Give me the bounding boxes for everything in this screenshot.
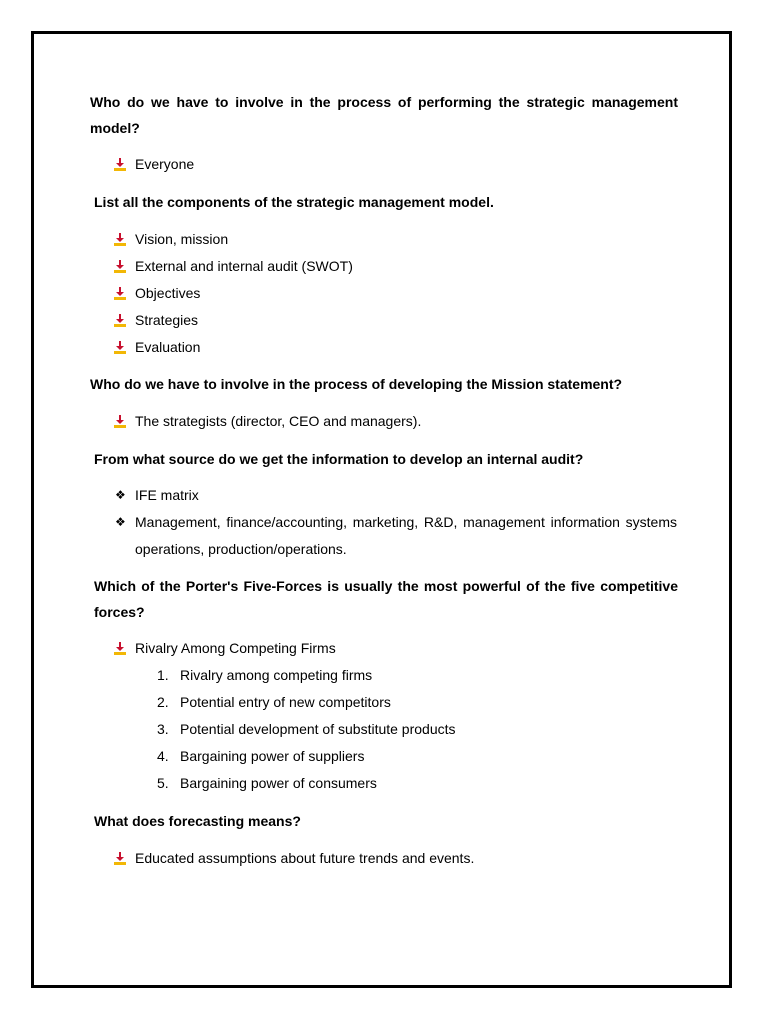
- diamond-bullet-icon: ❖: [115, 515, 126, 529]
- answer-text: Management, finance/accounting, marketing, R&D, management information systems operations, production/operations.: [135, 514, 677, 557]
- down-arrow-bullet-icon: [114, 314, 126, 327]
- list-number: 5.: [157, 775, 169, 791]
- answer-text: External and internal audit (SWOT): [135, 258, 353, 274]
- down-arrow-bullet-icon: [114, 415, 126, 428]
- answer-4-2: [114, 509, 677, 563]
- answer-text: Strategies: [135, 312, 199, 328]
- list-number: 1.: [157, 667, 169, 683]
- list-item: [157, 662, 372, 689]
- list-text: Bargaining power of consumers: [180, 775, 377, 791]
- down-arrow-bullet-icon: [114, 852, 126, 865]
- list-item: [157, 743, 364, 770]
- answer-text: The strategists (director, CEO and managers).: [135, 413, 422, 429]
- answer-text: IFE matrix: [135, 487, 199, 503]
- question-5: Which of the Porter's Five-Forces is usually the most powerful of the five competitive forces?: [94, 578, 678, 620]
- list-number: 3.: [157, 721, 169, 737]
- diamond-bullet-icon: ❖: [115, 488, 126, 502]
- list-number: 4.: [157, 748, 169, 764]
- question-4: From what source do we get the information to develop an internal audit?: [94, 451, 584, 467]
- list-number: 2.: [157, 694, 169, 710]
- list-item: [157, 716, 456, 743]
- list-text: Bargaining power of suppliers: [180, 748, 365, 764]
- down-arrow-bullet-icon: [114, 287, 126, 300]
- list-item: [157, 689, 391, 716]
- question-2: List all the components of the strategic management model.: [94, 194, 494, 210]
- answer-text: Rivalry Among Competing Firms: [135, 640, 336, 656]
- answer-text: Educated assumptions about future trends and events.: [135, 850, 475, 866]
- answer-text: Objectives: [135, 285, 201, 301]
- down-arrow-bullet-icon: [114, 233, 126, 246]
- list-text: Potential development of substitute products: [180, 721, 456, 737]
- down-arrow-bullet-icon: [114, 642, 126, 655]
- down-arrow-bullet-icon: [114, 341, 126, 354]
- down-arrow-bullet-icon: [114, 260, 126, 273]
- list-text: Rivalry among competing firms: [180, 667, 373, 683]
- question-3: Who do we have to involve in the process of developing the Mission statement?: [90, 376, 623, 392]
- answer-text: Evaluation: [135, 339, 201, 355]
- list-item: [157, 770, 377, 797]
- question-1: Who do we have to involve in the process of performing the strategic management model?: [90, 94, 678, 136]
- answer-text: Everyone: [135, 156, 195, 172]
- answer-text: Vision, mission: [135, 231, 229, 247]
- question-6: What does forecasting means?: [94, 813, 301, 829]
- down-arrow-bullet-icon: [114, 158, 126, 171]
- list-text: Potential entry of new competitors: [180, 694, 391, 710]
